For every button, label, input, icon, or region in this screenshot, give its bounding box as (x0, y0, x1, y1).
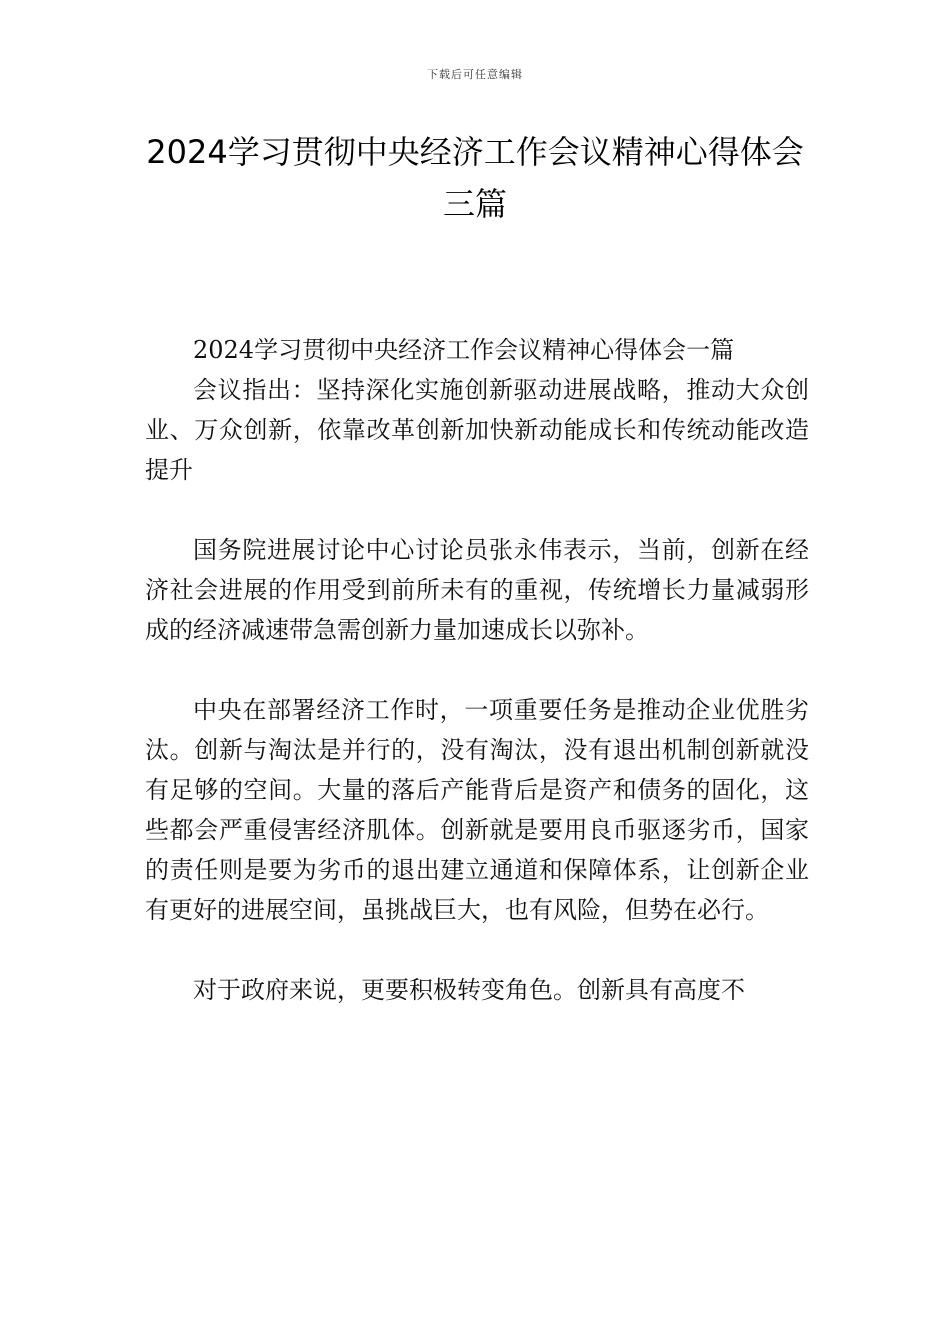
header-note: 下载后可任意编辑 (427, 68, 523, 81)
subtitle-paragraph: 2024学习贯彻中央经济工作会议精神心得体会一篇 (193, 336, 735, 364)
body-paragraph: 会议指出：坚持深化实施创新驱动进展战略，推动大众创业、万众创新，依靠改革创新加快新动能成长和传统动能改造提升 (145, 376, 809, 484)
body-paragraph: 对于政府来说，更要积极转变角色。创新具有高度不 (193, 976, 745, 1004)
document-title: 2024学习贯彻中央经济工作会议精神心得体会三篇 (146, 133, 804, 223)
body-paragraph: 国务院进展讨论中心讨论员张永伟表示，当前，创新在经济社会进展的作用受到前所未有的重视，传统增长力量减弱形成的经济减速带急需创新力量加速成长以弥补。 (145, 536, 809, 644)
body-paragraph: 中央在部署经济工作时，一项重要任务是推动企业优胜劣汰。创新与淘汰是并行的，没有淘汰，没有退出机制创新就没有足够的空间。大量的落后产能背后是资产和债务的固化，这些都会严重侵害经济肌体。创新就是要用良币驱逐劣币，国家的责任则是要为劣币的退出建立通道和保障体系，让创新企业有更好的进展空间，虽挑战巨大，也有风险，但势在必行。 (145, 696, 809, 924)
document-body (145, 330, 809, 1010)
